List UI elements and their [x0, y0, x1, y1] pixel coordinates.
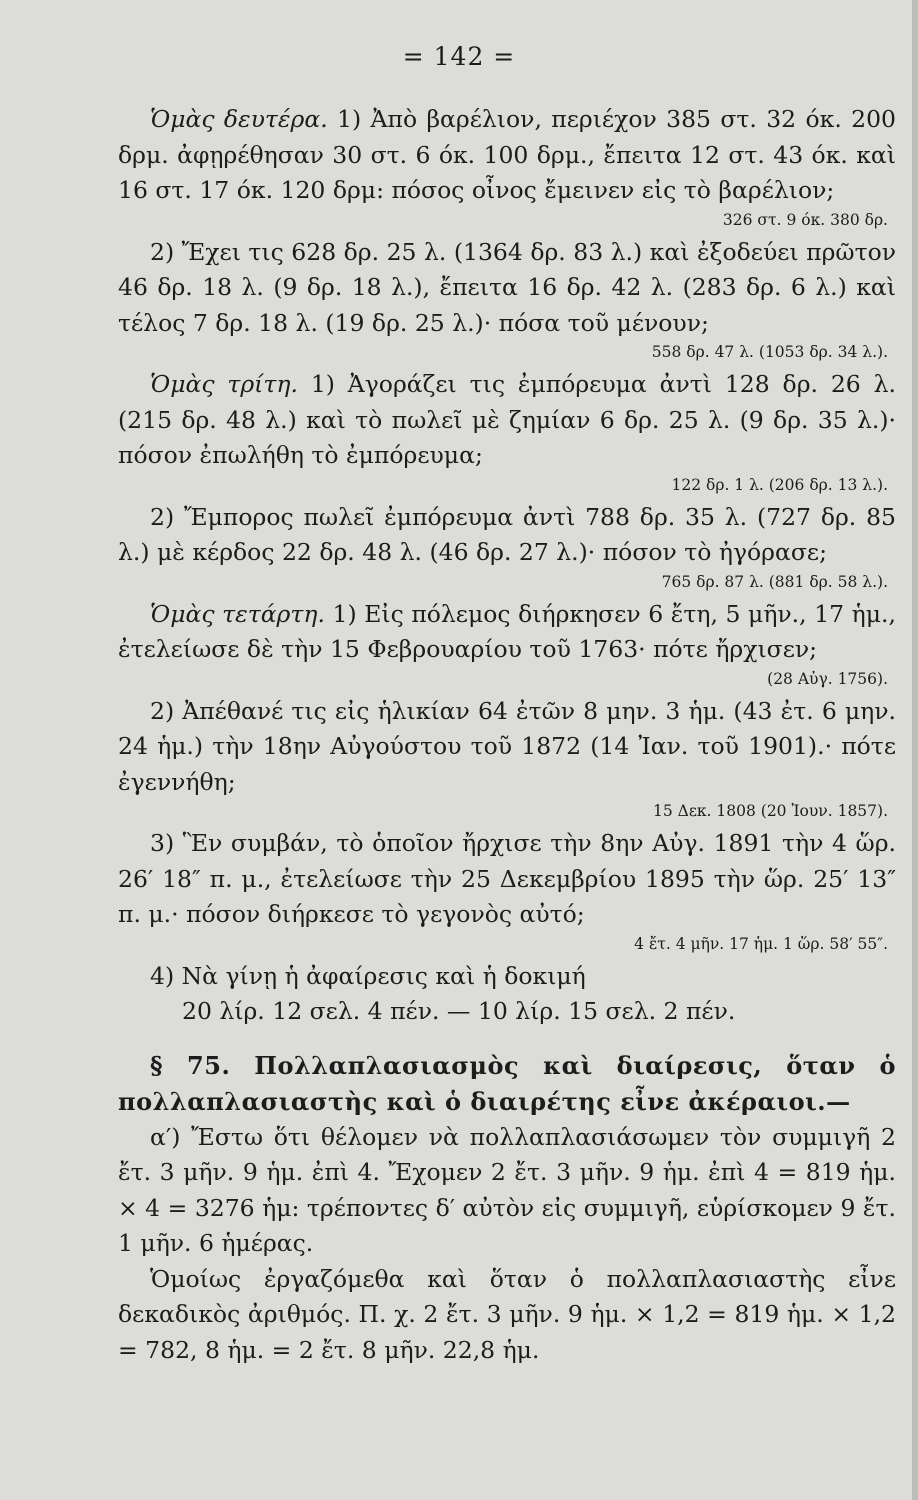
page-number: = 142 = [402, 42, 516, 71]
group-heading: Ὁμὰς δευτέρα. [150, 105, 328, 133]
answer: 122 δρ. 1 λ. (206 δρ. 13 λ.). [671, 475, 888, 494]
paragraph-group-3-problem-1 [118, 367, 896, 474]
paragraph-group-3-problem-2: 2) Ἔμπορος πωλεῖ ἐμπόρευμα ἀντὶ 788 δρ. 35 λ. (727 δρ. 85 λ.) μὲ κέρδος 22 δρ. 48 λ. (46 δρ. 27 λ.)· πόσον τὸ ἠγόρασε; [118, 502, 896, 566]
problem-text: 1) Ἀπὸ βαρέλιον, περιέχον 385 στ. 32 όκ. 200 δρμ. ἀφῃρέθησαν 30 στ. 6 όκ. 100 δρμ., ἔπειτα 12 στ. 43 όκ. καὶ 16 στ. 17 όκ. 120 δρμ: πόσος οἶνος ἔμεινεν εἰς τὸ βαρέλιον; [118, 105, 896, 204]
problem-text: 1) Ἀγοράζει τις ἐμπόρευμα ἀντὶ 128 δρ. 26 λ. (215 δρ. 48 λ.) καὶ τὸ πωλεῖ μὲ ζημίαν 6 δρ. 25 λ. (9 δρ. 35 λ.)· πόσον ἐπωλήθη τὸ ἐμπόρευμα; [118, 370, 896, 469]
paragraph-group-2-problem-2: 2) Ἔχει τις 628 δρ. 25 λ. (1364 δρ. 83 λ.) καὶ ἐξοδεύει πρῶτον 46 δρ. 18 λ. (9 δρ. 18 λ.), ἔπειτα 16 δρ. 42 λ. (283 δρ. 6 λ.) καὶ τέλος 7 δρ. 18 λ. (19 δρ. 25 λ.)· πόσα τοῦ μένουν; [118, 237, 896, 337]
paragraph-section-a: α′) Ἔστω ὅτι θέλομεν νὰ πολλαπλασιάσωμεν τὸν συμμιγῆ 2 ἔτ. 3 μῆν. 9 ἡμ. ἐπὶ 4. Ἔχομεν 2 ἔτ. 3 μῆν. 9 ἡμ. ἐπὶ 4 = 819 ἡμ. × 4 = 3276 ἡμ: τρέποντες δ′ αὐτὸν εἰς συμμιγῆ, εὑρίσκομεν 9 ἔτ. 1 μῆν. 6 ἡμέρας. [118, 1122, 896, 1257]
paragraph-section-decimal: Ὁμοίως ἐργαζόμεθα καὶ ὅταν ὁ πολλαπλασιαστὴς εἶνε δεκαδικὸς ἀριθμός. Π. χ. 2 ἔτ. 3 μῆν. 9 ἡμ. × 1,2 = 819 ἡμ. × 1,2 = 782, 8 ἡμ. = 2 ἔτ. 8 μῆν. 22,8 ἡμ. [118, 1264, 896, 1364]
section-75-heading [118, 1048, 896, 1120]
problem-text: 1) Εἰς πόλεμος διήρκησεν 6 ἔτη, 5 μῆν., 17 ἡμ., ἐτελείωσε δὲ τὴν 15 Φεβρουαρίου τοῦ 1763· πότε ἤρχισεν; [118, 599, 896, 663]
answer: 15 Δεκ. 1808 (20 Ἰουν. 1857). [652, 802, 888, 820]
answer: 4 ἔτ. 4 μῆν. 17 ἡμ. 1 ὥρ. 58′ 55″. [634, 934, 888, 953]
section-title: § 75. Πολλαπλασιασμὸς καὶ διαίρεσις, ὅταν ὁ πολλαπλασιαστὴς καὶ ὁ διαιρέτης εἶνε ἀκέραιοι.— [118, 1050, 896, 1116]
answer: 326 στ. 9 όκ. 380 δρ. [722, 210, 888, 229]
group-heading: Ὁμὰς τρίτη. [150, 370, 298, 398]
paragraph-group-2-problem-1 [118, 102, 896, 209]
paragraph-group-4-problem-3: 3) Ἓν συμβάν, τὸ ὁποῖον ἤρχισε τὴν 8ην Αὐγ. 1891 τὴν 4 ὥρ. 26′ 18″ π. μ., ἐτελείωσε τὴν 25 Δεκεμβρίου 1895 τὴν ὥρ. 25′ 13″ π. μ.· πόσον διήρκεσε τὸ γεγονὸς αὐτό; [118, 829, 896, 928]
paragraph-group-4-problem-1 [118, 597, 896, 668]
answer: 558 δρ. 47 λ. (1053 δρ. 34 λ.). [651, 343, 888, 361]
answer: 765 δρ. 87 λ. (881 δρ. 58 λ.). [661, 572, 888, 591]
problem-4-expression: 20 λίρ. 12 σελ. 4 πέν. — 10 λίρ. 15 σελ. 2 πέν. [182, 997, 736, 1025]
answer: (28 Αὐγ. 1756). [767, 669, 888, 688]
paragraph-group-4-problem-2: 2) Ἀπέθανέ τις εἰς ἡλικίαν 64 ἐτῶν 8 μην. 3 ἡμ. (43 ἐτ. 6 μην. 24 ἡμ.) τὴν 18ην Αὐγούστου τοῦ 1872 (14 Ἰαν. τοῦ 1901).· πότε ἐγεννήθη; [118, 696, 896, 796]
group-heading: Ὁμὰς τετάρτη. [150, 599, 325, 628]
page-content [118, 102, 896, 1368]
paragraph-group-4-problem-4: 4) Νὰ γίνῃ ἡ ἀφαίρεσις καὶ ἡ δοκιμή [150, 961, 586, 990]
